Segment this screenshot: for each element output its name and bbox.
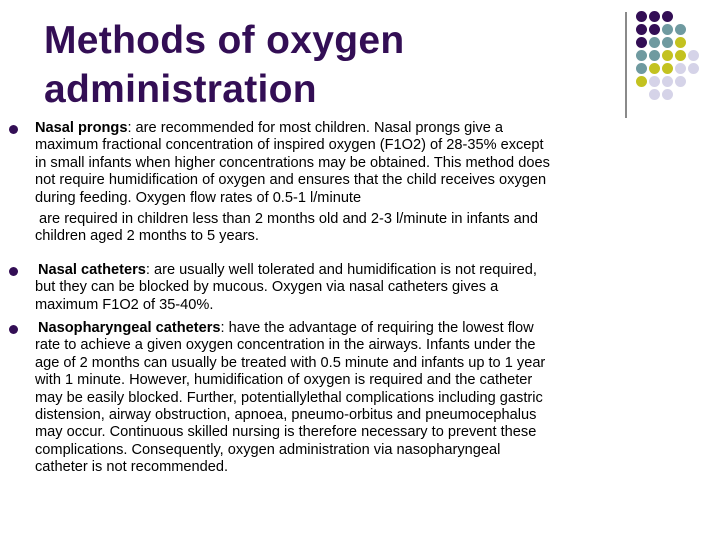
decorative-dot [688, 63, 699, 74]
bullet-term: Nasal catheters [38, 262, 146, 278]
decorative-dot-grid [0, 0, 720, 130]
text-line: in small infants when higher concentrations may be obtained. This method does [35, 154, 550, 171]
text-line: not require humidification of oxygen and ensures that the child receives oxygen [35, 172, 547, 189]
decorative-dot [675, 37, 686, 48]
bullet-text: : are usually well tolerated and humidification is not required, [145, 262, 537, 278]
decorative-dot [636, 24, 647, 35]
decorative-dot [662, 37, 673, 48]
bullet-item-nasopharyngeal-catheters [35, 320, 707, 477]
text-line: rate to achieve a given oxygen concentration in the airways. Infants under the [35, 337, 536, 354]
text-line [35, 262, 707, 279]
decorative-dot [636, 63, 647, 74]
bullet-item-nasal-catheters [35, 262, 707, 314]
text-line: age of 2 months can usually be treated with 0.5 minute and infants up to 1 year [35, 354, 546, 371]
decorative-dot [649, 89, 660, 100]
decorative-dot [649, 50, 660, 61]
text-line [35, 320, 707, 337]
decorative-dot [688, 50, 699, 61]
decorative-dot [662, 76, 673, 87]
text-line: but they can be blocked by mucous. Oxygen via nasal catheters gives a [35, 279, 499, 296]
text-line: with 1 minute. However, humidification of oxygen is required and the catheter [35, 372, 533, 389]
decorative-dot [662, 63, 673, 74]
text-line: during feeding. Oxygen flow rates of 0.5-1 l/minute [35, 189, 362, 206]
decorative-dot [649, 63, 660, 74]
bullet-item-nasal-prongs [35, 120, 707, 246]
decorative-dot [636, 76, 647, 87]
decorative-dot [675, 76, 686, 87]
text-line: may be easily blocked. Further, potentiallylethal complications including gastric [35, 389, 543, 406]
bullet-term: Nasopharyngeal catheters [38, 320, 221, 336]
bullet-marker-1 [9, 125, 18, 134]
text-line: may occur. Continuous skilled nursing is therefore necessary to prevent these [35, 424, 537, 441]
text-line [35, 120, 707, 137]
decorative-dot [662, 89, 673, 100]
decorative-dot [675, 50, 686, 61]
bullet-term: Nasal prongs [35, 120, 128, 136]
text-line: complications. Consequently, oxygen administration via nasopharyngeal [35, 441, 501, 458]
decorative-dot [662, 50, 673, 61]
text-line: catheter is not recommended. [35, 459, 229, 476]
title-line-2: administration [44, 68, 317, 111]
bullet-marker-2 [9, 267, 18, 276]
text-line: maximum F1O2 of 35-40%. [35, 296, 214, 313]
decorative-dot [649, 24, 660, 35]
bullet-text: : have the advantage of requiring the lowest flow [220, 320, 534, 336]
bullet-marker-3 [9, 325, 18, 334]
bullet-text: : are recommended for most children. Nasal prongs give a [127, 120, 504, 136]
decorative-dot [662, 24, 673, 35]
text-line: maximum fractional concentration of inspired oxygen (F1O2) of 28-35% except [35, 137, 544, 154]
decorative-dot [649, 76, 660, 87]
title-line-1: Methods of oxygen [44, 19, 405, 62]
text-line: children aged 2 months to 5 years. [35, 228, 259, 245]
decorative-dot [636, 37, 647, 48]
text-line: are required in children less than 2 months old and 2-3 l/minute in infants and [35, 211, 538, 228]
text-line: distension, airway obstruction, apnoea, pneumo-orbitus and pneumocephalus [35, 407, 537, 424]
decorative-dot [636, 11, 647, 22]
decorative-dot [636, 50, 647, 61]
decorative-dot [662, 11, 673, 22]
decorative-dot [649, 37, 660, 48]
decorative-dot [675, 63, 686, 74]
decorative-dot [675, 24, 686, 35]
decorative-dot [649, 11, 660, 22]
